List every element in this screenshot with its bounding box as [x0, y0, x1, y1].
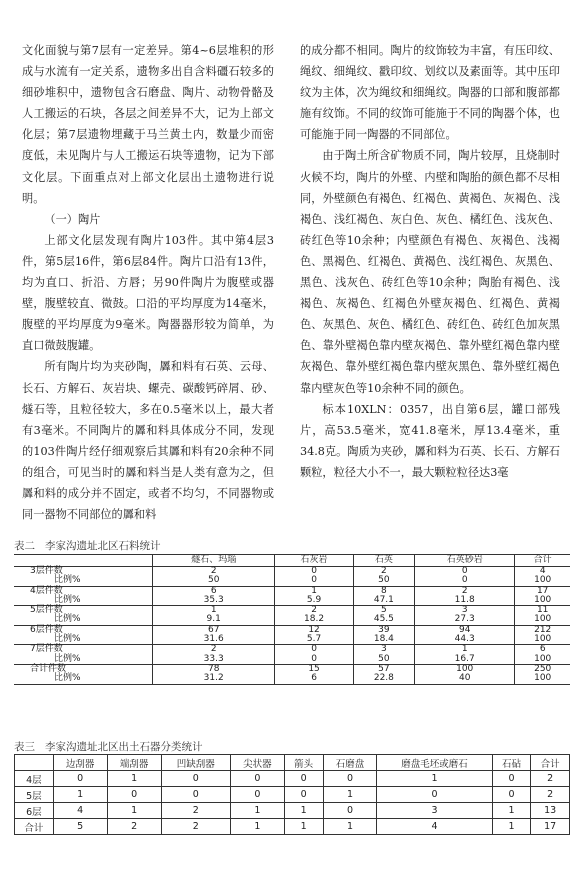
- table-cell: 4: [53, 803, 107, 819]
- row-label: 合计: [15, 819, 54, 835]
- table-cell: 8: [353, 586, 414, 596]
- table-row: [14, 655, 570, 665]
- table-cell: 100: [515, 576, 570, 586]
- table-body: [15, 771, 570, 835]
- table-row: [14, 674, 570, 684]
- row-label: 3层件数: [30, 566, 63, 576]
- table-cell: 5: [53, 819, 107, 835]
- header-cell: 合计: [515, 555, 570, 567]
- stone-material-table: [14, 554, 570, 685]
- table-cell: 11: [515, 606, 570, 616]
- table-cell: 0: [415, 567, 515, 577]
- table-cell: 0: [284, 771, 323, 787]
- table-cell: 2: [415, 586, 515, 596]
- row-label: 6层: [15, 803, 54, 819]
- body-column-left: [22, 40, 274, 525]
- table-cell: 100: [515, 596, 570, 606]
- table-cell: 4: [377, 819, 492, 835]
- table-row: [15, 787, 570, 803]
- table-cell: 2: [353, 567, 414, 577]
- table-cell: 31.2: [153, 674, 275, 684]
- table-cell: 2: [531, 787, 570, 803]
- table-cell: 1: [415, 645, 515, 655]
- header-cell: 燧石、玛瑙: [153, 555, 275, 567]
- table-cell: 6: [515, 645, 570, 655]
- table-cell: 50: [353, 655, 414, 665]
- table-cell: 212: [515, 625, 570, 635]
- header-cell: 箭头: [284, 755, 323, 771]
- table-cell: 1: [284, 803, 323, 819]
- table3-title: 李家沟遗址北区出土石器分类统计: [45, 741, 203, 753]
- table-cell: 100: [515, 615, 570, 625]
- table-cell: 0: [230, 787, 284, 803]
- row-label: 4层: [15, 771, 54, 787]
- table-cell: 0: [53, 771, 107, 787]
- header-cell: 凹缺刮器: [161, 755, 230, 771]
- table-cell: 2: [153, 567, 275, 577]
- row-label: 比例%: [54, 634, 81, 645]
- table-cell: 1: [284, 819, 323, 835]
- table-cell: 0: [107, 787, 161, 803]
- table-cell: 35.3: [153, 596, 275, 606]
- header-cell: 磨盘毛坯或磨石: [377, 755, 492, 771]
- table-cell: 0: [323, 803, 377, 819]
- table-cell: 57: [353, 664, 414, 674]
- table-row: [14, 606, 570, 616]
- table-row: [15, 803, 570, 819]
- table-cell: 1: [323, 787, 377, 803]
- table-cell: 0: [323, 771, 377, 787]
- paragraph: 由于陶土所含矿物质不同，陶片较厚，且烧制时火候不均，陶片的外壁、内壁和陶胎的颜色都不尽相同，外壁颜色有褐色、红褐色、黄褐色、灰褐色、浅褐色、浅红褐色、灰白色、灰色、橘红色、浅灰色、砖红色等10余种；内壁颜色有褐色、灰褐色、浅褐色、黑褐色、红褐色、黄褐色、浅红褐色、灰黑色、黑色、浅灰色、砖红色等10余种；陶胎有褐色、浅褐色、灰褐色、红褐色外壁灰褐色、红褐色、黄褐色、灰黑色、灰色、橘红色、砖红色、砖红色加灰黑色、靠外壁褐色靠内壁灰褐色、靠外壁红褐色靠内壁灰褐色、靠外壁红褐色靠内壁灰黑色、靠外壁红褐色靠内壁灰色等10余种不同的颜色。: [300, 149, 560, 395]
- table-cell: 1: [275, 586, 353, 596]
- table-cell: 18.4: [353, 635, 414, 645]
- header-cell: 边刮器: [53, 755, 107, 771]
- table-cell: 100: [515, 635, 570, 645]
- table-row: [14, 625, 570, 635]
- table-cell: 1: [107, 803, 161, 819]
- table-cell: 6: [275, 674, 353, 684]
- table-cell: 100: [515, 674, 570, 684]
- paragraph: 上部文化层发现有陶片103件。其中第4层3件，第5层16件，第6层84件。陶片口沿有13件，均为直口、折沿、方唇；另90件陶片为腹壁或器壁，腹壁较直、微鼓。口沿的平均厚度为14毫米，腹壁的平均厚度为9毫米。陶器器形较为简单，为直口微鼓腹罐。: [22, 233, 274, 353]
- header-cell: [15, 755, 54, 771]
- table-row: [14, 615, 570, 625]
- table-cell: 2: [531, 771, 570, 787]
- table-cell: 3: [415, 606, 515, 616]
- table-cell: 250: [515, 664, 570, 674]
- table-cell: 0: [377, 787, 492, 803]
- table-cell: 12: [275, 625, 353, 635]
- row-label: 比例%: [54, 575, 81, 586]
- table-cell: 1: [230, 819, 284, 835]
- header-cell: 石英砂岩: [415, 555, 515, 567]
- table-cell: 3: [353, 645, 414, 655]
- table-row: [14, 596, 570, 606]
- header-cell: 合计: [531, 755, 570, 771]
- row-label: 5层: [15, 787, 54, 803]
- table-cell: 31.6: [153, 635, 275, 645]
- table-cell: 1: [153, 606, 275, 616]
- table-cell: 0: [275, 576, 353, 586]
- table-cell: 1: [377, 771, 492, 787]
- table-cell: 50: [353, 576, 414, 586]
- table-cell: 5.7: [275, 635, 353, 645]
- table-cell: 0: [230, 771, 284, 787]
- table-cell: 9.1: [153, 615, 275, 625]
- header-cell: 石砧: [492, 755, 531, 771]
- header-cell: [14, 555, 153, 567]
- table-row: [14, 645, 570, 655]
- header-cell: 石磨盘: [323, 755, 377, 771]
- table-cell: 100: [515, 655, 570, 665]
- table-row: [15, 819, 570, 835]
- table-cell: 100: [415, 664, 515, 674]
- table-cell: 5: [353, 606, 414, 616]
- table-cell: 50: [153, 576, 275, 586]
- table-cell: 2: [161, 803, 230, 819]
- table-header-row: [14, 555, 570, 567]
- table-row: [14, 567, 570, 577]
- table-cell: 13: [531, 803, 570, 819]
- table-cell: 0: [492, 771, 531, 787]
- table-cell: 0: [275, 655, 353, 665]
- table-cell: 4: [515, 567, 570, 577]
- section-heading: （一）陶片: [44, 212, 101, 226]
- table2-caption: [14, 538, 171, 553]
- table-cell: 1: [107, 771, 161, 787]
- row-label: 合计件数: [14, 664, 153, 674]
- paragraph: 文化面貌与第7层有一定差异。第4~6层堆积的形成与水流有一定关系，遗物多出自含料礓石较多的细砂堆积中，遗物包含石磨盘、陶片、动物骨骼及人工搬运的石块，各层之间差异不大，记为上部文化层；第7层遗物埋藏于马兰黄土内，数量少而密度低，未见陶片与人工搬运石块等遗物，记为下部文化层。下面重点对上部文化层出土遗物进行说明。: [22, 44, 274, 205]
- table-cell: 18.2: [275, 615, 353, 625]
- table-row: [14, 576, 570, 586]
- table-cell: 0: [415, 576, 515, 586]
- header-cell: 石灰岩: [275, 555, 353, 567]
- table-cell: 47.1: [353, 596, 414, 606]
- table-cell: 1: [492, 803, 531, 819]
- table-cell: 17: [515, 586, 570, 596]
- table-row: [14, 664, 570, 674]
- table-cell: 11.8: [415, 596, 515, 606]
- row-label: 比例%: [14, 674, 153, 684]
- table-cell: 33.3: [153, 655, 275, 665]
- header-cell: 端刮器: [107, 755, 161, 771]
- table-cell: 22.8: [353, 674, 414, 684]
- table-cell: 0: [492, 787, 531, 803]
- row-label: 比例%: [54, 594, 81, 605]
- row-label: 比例%: [54, 614, 81, 625]
- table-cell: 17: [531, 819, 570, 835]
- table-cell: 27.3: [415, 615, 515, 625]
- table-cell: 0: [284, 787, 323, 803]
- table2-title: 李家沟遗址北区石料统计: [45, 540, 161, 552]
- row-label: 4层件数: [14, 586, 153, 596]
- table-cell: 3: [377, 803, 492, 819]
- table2-number: 表二: [14, 540, 35, 552]
- table-cell: 6: [153, 586, 275, 596]
- table-cell: 0: [161, 771, 230, 787]
- table-cell: 15: [275, 664, 353, 674]
- paragraph: 的成分都不相同。陶片的纹饰较为丰富，有压印纹、绳纹、细绳纹、戳印纹、划纹以及素面等。其中压印纹为主体，次为绳纹和细绳纹。陶器的口部和腹部都施有纹饰。不同的纹饰可能施于不同的陶器个体，也可能施于同一陶器的不同部位。: [300, 44, 560, 142]
- table-cell: 45.5: [353, 615, 414, 625]
- row-label: 6层件数: [14, 625, 153, 635]
- table-cell: 2: [275, 606, 353, 616]
- table-cell: 44.3: [415, 635, 515, 645]
- table-cell: 2: [107, 819, 161, 835]
- table-row: [14, 586, 570, 596]
- table-cell: 2: [153, 645, 275, 655]
- row-label: 5层件数: [14, 606, 153, 616]
- table-cell: 94: [415, 625, 515, 635]
- table-cell: 67: [153, 625, 275, 635]
- row-label: 7层件数: [14, 645, 153, 655]
- table-cell: 1: [323, 819, 377, 835]
- table-header-row: [15, 755, 570, 771]
- paragraph: 标本10XLN：0357，出自第6层，罐口部残片，高53.5毫米，宽41.8毫米，厚13.4毫米，重34.8克。陶质为夹砂，羼和料为石英、长石、方解石颗粒，粒径大小不一，最大颗粒粒径达3毫: [300, 402, 560, 479]
- table-row: [14, 635, 570, 645]
- table-cell: 39: [353, 625, 414, 635]
- table-cell: 78: [153, 664, 275, 674]
- table-body: [14, 567, 570, 685]
- table-cell: 16.7: [415, 655, 515, 665]
- table3-number: 表三: [14, 741, 35, 753]
- table3-caption: [14, 739, 213, 754]
- table-cell: 0: [161, 787, 230, 803]
- table-cell: 2: [161, 819, 230, 835]
- table-cell: 0: [275, 645, 353, 655]
- table-cell: 1: [53, 787, 107, 803]
- table-cell: 5.9: [275, 596, 353, 606]
- table-cell: 1: [230, 803, 284, 819]
- table-row: [15, 771, 570, 787]
- body-column-right: [300, 40, 560, 483]
- stone-tool-table: [14, 754, 570, 835]
- header-cell: 尖状器: [230, 755, 284, 771]
- table-cell: 0: [275, 567, 353, 577]
- row-label: 比例%: [54, 653, 81, 664]
- table-cell: 1: [492, 819, 531, 835]
- paragraph: 所有陶片均为夹砂陶，羼和料有石英、云母、长石、方解石、灰岩块、螺壳、碳酸钙碎屑、砂、燧石等，且粒径较大，多在0.5毫米以上，最大者有3毫米。不同陶片的羼和料具体成分不同，发现的103件陶片经仔细观察后其羼和料有20余种不同的组合，可见当时的羼和料当是人类有意为之，但羼和料的成分并不固定，或者不均匀，不同器物或同一器物不同部位的羼和料: [22, 360, 274, 522]
- header-cell: 石英: [353, 555, 414, 567]
- table-cell: 40: [415, 674, 515, 684]
